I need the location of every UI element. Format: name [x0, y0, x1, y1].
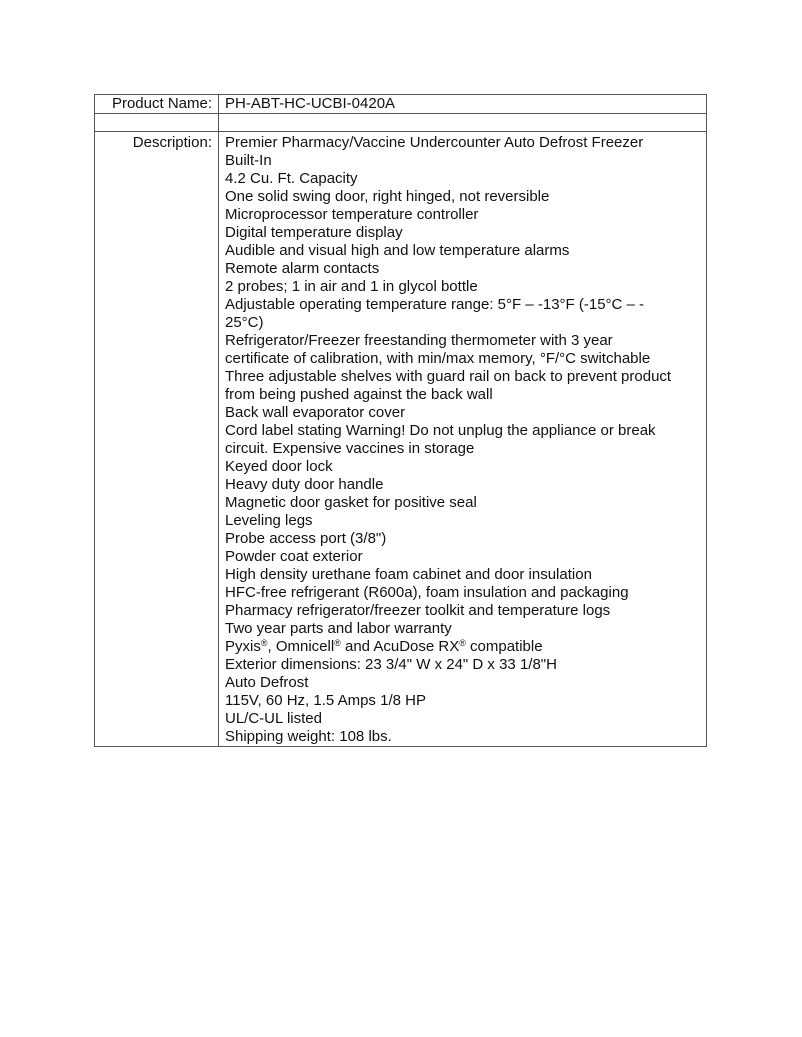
description-line: Shipping weight: 108 lbs. — [225, 728, 392, 745]
description-line: UL/C-UL listed — [225, 710, 322, 727]
description-line: Microprocessor temperature controller — [225, 206, 479, 223]
description-line: Premier Pharmacy/Vaccine Undercounter Auto Defrost Freezer — [225, 134, 644, 151]
blank-label-cell — [95, 114, 219, 132]
description-line: 115V, 60 Hz, 1.5 Amps 1/8 HP — [225, 692, 426, 709]
description-line: certificate of calibration, with min/max memory, °F/°C switchable — [225, 350, 651, 367]
description-line: Digital temperature display — [225, 224, 403, 241]
description-line: Powder coat exterior — [225, 548, 363, 565]
product-name-value: PH-ABT-HC-UCBI-0420A — [219, 95, 707, 114]
blank-row — [95, 114, 707, 132]
description-line: circuit. Expensive vaccines in storage — [225, 440, 475, 457]
product-spec-table — [94, 94, 707, 747]
description-line: HFC-free refrigerant (R600a), foam insulation and packaging — [225, 584, 629, 601]
registered-mark: ® — [260, 638, 268, 648]
description-line: 4.2 Cu. Ft. Capacity — [225, 170, 358, 187]
description-line: Pyxis®, Omnicell® and AcuDose RX® compatible — [225, 638, 543, 655]
description-line: Refrigerator/Freezer freestanding thermometer with 3 year — [225, 332, 613, 349]
description-line: Leveling legs — [225, 512, 313, 529]
description-line: Audible and visual high and low temperature alarms — [225, 242, 570, 259]
description-line: Two year parts and labor warranty — [225, 620, 452, 637]
description-row — [95, 132, 707, 747]
registered-mark: ® — [334, 638, 341, 648]
description-line: One solid swing door, right hinged, not reversible — [225, 188, 550, 205]
description-line: Built-In — [225, 152, 272, 169]
description-line: Magnetic door gasket for positive seal — [225, 494, 477, 511]
description-label: Description: — [95, 132, 219, 747]
description-line: Adjustable operating temperature range: 5°F – -13°F (-15°C – - — [225, 296, 645, 313]
description-line: from being pushed against the back wall — [225, 386, 493, 403]
description-line: Heavy duty door handle — [225, 476, 384, 493]
description-line: Keyed door lock — [225, 458, 333, 475]
description-line: Three adjustable shelves with guard rail on back to prevent product — [225, 368, 672, 385]
description-line: Pharmacy refrigerator/freezer toolkit and temperature logs — [225, 602, 611, 619]
product-name-row — [95, 95, 707, 114]
product-name-label: Product Name: — [95, 95, 219, 114]
description-line: 2 probes; 1 in air and 1 in glycol bottle — [225, 278, 478, 295]
description-line: Probe access port (3/8") — [225, 530, 387, 547]
description-value — [219, 132, 707, 747]
registered-mark: ® — [459, 638, 466, 648]
description-line: High density urethane foam cabinet and door insulation — [225, 566, 592, 583]
blank-value-cell — [219, 114, 707, 132]
description-line: Back wall evaporator cover — [225, 404, 406, 421]
description-line: Cord label stating Warning! Do not unplug the appliance or break — [225, 422, 656, 439]
description-line: Exterior dimensions: 23 3/4" W x 24" D x 33 1/8"H — [225, 656, 557, 673]
description-line: 25°C) — [225, 314, 264, 331]
description-line: Auto Defrost — [225, 674, 309, 691]
description-line: Remote alarm contacts — [225, 260, 380, 277]
